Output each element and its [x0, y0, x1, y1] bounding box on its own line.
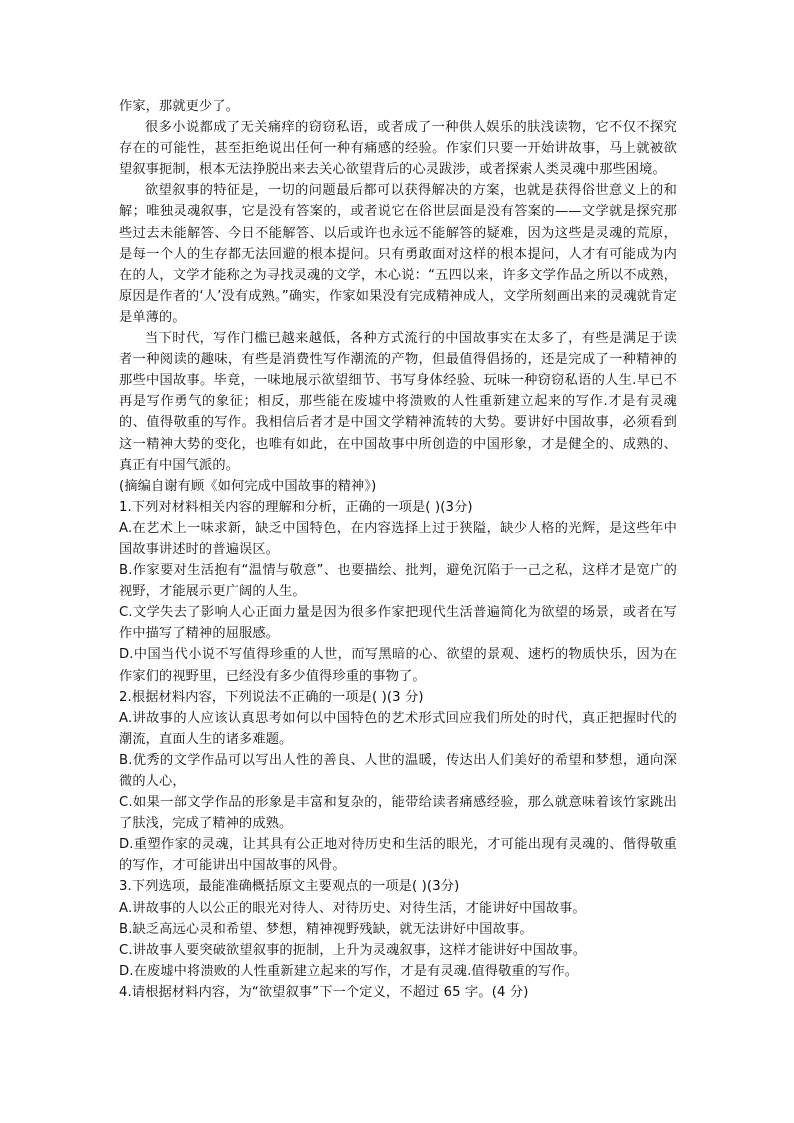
source-citation: (摘编自谢有顾《如何完成中国故事的精神》) [119, 478, 377, 494]
question-stem: 1.下列对材料相关内容的理解和分析，正确的一项是( )(3分) [119, 499, 473, 515]
option-b: B.缺乏高远心灵和希望、梦想，精神视野残缺，就无法讲好中国故事。 [119, 921, 533, 937]
paragraph: 很多小说都成了无关痛痒的窃窃私语，或者成了一种供人娱乐的肤浅读物，它不仅不探究存在的可能性，甚至拒绝说出任何一种有痛感的经验。作家们只要一开始讲故事，马上就被欲望叙事扼制，根本无法挣脱出来去关心欲望背后的心灵跋涉，或者探索人类灵魂中那些困境。 [119, 120, 677, 178]
option-b: B.优秀的文学作品可以写出人性的善良、人世的温暖，传达出人们美好的希望和梦想，通向深微的人心， [119, 752, 677, 789]
option-c: C.如果一部文学作品的形象是丰富和复杂的，能带给读者痛感经验，那么就意味着该竹家跳出了肤浅，完成了精神的成熟。 [119, 795, 677, 832]
question-stem: 2.根据材料内容，下列说法不正确的一项是( )(3 分) [119, 689, 424, 705]
article-content [119, 96, 677, 1003]
option-a: A.讲故事的人以公正的眼光对待人、对待历史、对待生活，才能讲好中国故事。 [119, 900, 586, 916]
option-a: A.讲故事的人应该认真思考如何以中国特色的艺术形式回应我们所处的时代，真正把握时代的潮流，直面人生的诸多难题。 [119, 710, 677, 747]
option-c: C.文学失去了影响人心正面力量是因为很多作家把现代生活普遍简化为欲望的场景，或者在写作中描写了精神的屈服感。 [119, 605, 677, 642]
option-c: C.讲故事人要突破欲望叙事的扼制，上升为灵魂叙事，这样才能讲好中国故事。 [119, 942, 587, 958]
paragraph: 当下时代，写作门槛已越来越低，各种方式流行的中国故事实在太多了，有些是满足于读者一种阅读的趣味，有些是消费性写作潮流的产物，但最值得倡扬的，还是完成了一种精神的那些中国故事。毕竟，一味地展示欲望细节、书写身体经验、玩味一种窃窃私语的人生.早已不再是写作勇气的象征；相反，那些能在废墟中将溃败的人性重新建立起来的写作.才是有灵魂的、值得敬重的写作。我相信后者才是中国文学精神流转的大势。要讲好中国故事，必须看到这一精神大势的变化，也唯有如此，在中国故事中所创造的中国形象，才是健全的、成熟的、真正有中国气派的。 [119, 331, 677, 473]
question-stem: 4.请根据材料内容，为“欲望叙事”下一个定义，不超过 65 字。(4 分) [119, 984, 529, 1000]
question-block [119, 982, 677, 1003]
option-b: B.作家要对生活抱有“温情与敬意”、也要描绘、批判，避免沉陷于一己之私，这样才是宽广的视野，才能展示更广阔的人生。 [119, 563, 677, 600]
question-stem: 3.下列选项，最能准确概括原文主要观点的一项是( )(3分) [119, 879, 460, 895]
option-d: D.重塑作家的灵魂，让其具有公正地对待历史和生活的眼光，才可能出现有灵魂的、偕得敬重的写作，才可能讲出中国故事的风骨。 [119, 837, 677, 874]
question-block [119, 876, 677, 981]
option-d: D.在废墟中将溃败的人性重新建立起来的写作，才是有灵魂.值得敬重的写作。 [119, 963, 579, 979]
option-d: D.中国当代小说不写值得珍重的人世，而写黑暗的心、欲望的景观、速朽的物质快乐，因为在作家们的视野里，已经没有多少值得珍重的事物了。 [119, 647, 677, 684]
paragraph: 欲望叙事的特征是，一切的问题最后都可以获得解决的方案，也就是获得俗世意义上的和解；唯独灵魂叙事，它是没有答案的，或者说它在俗世层面是没有答案的——文学就是探究那些过去未能解答、今日不能解答、以后或许也永远不能解答的疑难，因为这些是灵魂的荒原，是每一个人的生存都无法回避的根本提问。只有勇敢面对这样的根本提问，人才有可能成为内在的人，文学才能称之为寻找灵魂的文学，木心说：“五四以来，许多文学作品之所以不成熟，原因是作者的‘人’没有成熟。”确实，作家如果没有完成精神成人，文学所刻画出来的灵魂就肯定是单薄的。 [119, 183, 677, 325]
question-block [119, 497, 677, 687]
question-block [119, 687, 677, 877]
continuation-line: 作家，那就更少了。 [119, 99, 240, 114]
option-a: A.在艺术上一味求新，缺乏中国特色，在内容选择上过于狭隘，缺少人格的光辉，是这些年中国故事讲述时的普遍误区。 [119, 520, 677, 557]
